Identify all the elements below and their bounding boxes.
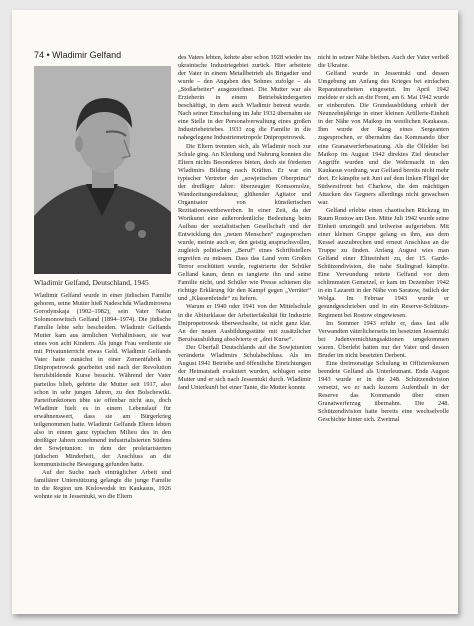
text-column-3 — [318, 54, 449, 424]
page-header: 74 • Wladimir Gelfand — [34, 50, 122, 60]
paragraph: Der Überfall Deutschlands auf die Sowjetunion veränderte Wladimirs Schulabschluss. Als im August 1941 Betriebe und öffentliche Einrichtungen der Heimatstadt evakuiert wurden, schlugen seine Mutter und er sich nach Jessentuki durch. Wladimir fand Unterkunft bei einer Tante, die Mutter konnte — [178, 343, 311, 391]
photo-caption: Wladimir Gelfand, Deutschland, 1945 — [34, 278, 149, 287]
paragraph: nicht in seiner Nähe bleiben. Auch der Vater verließ die Ukraine. — [318, 54, 449, 70]
paragraph: Im Sommer 1943 erfuhr er, dass fast alle Verwandten väterlicherseits im besetzten Jessentuki bei Judenvernichtungsaktionen umgekommen waren. Überlebt hatten nur der Vater und dessen Bruder im nicht besetzten Derbent. — [318, 319, 449, 359]
paragraph: Gelfand erlebte einen chaotischen Rückzug im Raum Rostow am Don. Mitte Juli 1942 wurde seine Einheit umzingelt und teilweise aufgerieben. Mit einer kleinen Gruppe gelang es ihm, aus dem Kessel auszubrechen und erneut Anschluss an die Truppe zu finden. Anfang August wies man Gelfand einer Eliteeinheit zu, der 15. Garde-Schützendivision, die nahe Stalingrad kämpfte. Eine Verwundung rettete Gelfand vor dem schlimmsten Gemetzel, er kam im Dezember 1942 in ein Lazarett in der Nähe von Saratow, östlich der Wolga. Im Februar 1943 wurde er gesundgeschrieben und in ein Reserve-Schützen-Regiment bei Rostow eingewiesen. — [318, 206, 449, 319]
portrait-image — [34, 66, 171, 274]
text-column-1 — [34, 292, 171, 501]
paragraph: des Vaters lebten, kehrte aber schon 1928 wieder ins ukrainische Industriegebiet zurück. Hier arbeitete der Vater in einem Metallbetrieb als Brigadier und wurde – den Angaben des Sohnes zufolge – als „Stoßarbeiter“ ausgezeichnet. Die Mutter war als Erzieherin in einem Betriebskindergarten beschäftigt, in dem auch Wladimir betreut wurde. Nach seiner Einschulung im Jahr 1932 übernahm sie eine Stelle in der Personalverwaltung eines großen Industriebetriebes. 1933 zog die Familie in die nahegelegene Industriemetropole Dnipropetrowsk. — [178, 54, 311, 142]
paragraph: Wladimir Gelfand wurde in einer jüdischen Familie geboren, seine Mutter hieß Nadeschda Wladimirowna Gorodynskaja (1902–1982), sein Vater Natan Solomonowitsch Gelfand (1894–1974). Die jüdische Familie lebte sehr bescheiden. Wladimir Gelfands Mutter kam aus ärmlichen Verhältnissen, sie war eines von acht Kindern. Als junge Frau verdiente sie mit Privatunterricht etwas Geld. Wladimir Gelfands Vater hatte zunächst in einer Zementfabrik in Dnipropetrowsk gearbeitet und nach der Revolution berufsbildende Kurse besucht. Während der Vater parteilos blieb, gehörte die Mutter seit 1917, also schon in sehr jungen Jahren, zu den Bolschewiki. Parteifunktionen übte sie offenbar nicht aus, doch Wladimir hielt es in einem Lebenslauf für erwähnenswert, dass sie am Bürgerkrieg teilgenommen hatte. Wladimir Gelfands Eltern lebten also in einem ganz typischen Milieu des in den dreißiger Jahren zunehmend industrialisierten Südens der Sowjetunion: in dem der proletarisierten jüdischen Minderheit, der Anschluss an die kommunistische Bewegung gefunden hatte. — [34, 292, 171, 468]
paragraph: Warum er 1940 oder 1941 von der Mittelschule in die Abiturklasse der Arbeiterfakultät für Industrie Dnipropetrowsk überwechselte, ist nicht ganz klar. An der neuen Ausbildungsstätte mit zusätzlicher Berufsausbildung absolvierte er „drei Kurse“. — [178, 303, 311, 343]
book-page — [12, 10, 458, 614]
paragraph: Die Eltern trennten sich, als Wladimir noch zur Schule ging. An Kleidung und Nahrung konnten die Eltern nichts Besonderes bieten, doch sie förderten Wladimirs Bildung nach Kräften. Er war ein typischer Vertreter der „sowjetischen Oberprima“ der dreißiger Jahre: überzeugter Komsomolze, Wandzeitungsredakteur, glühender Agitator und Organisator von künstlerischen Rezitationswettbewerben. In einer Zeit, da der Wortkunst eine außerordentliche Bedeutung beim Aufbau der sozialistischen Gesellschaft und der Entwicklung des „neuen Menschen“ zugesprochen wurde, meinte auch er, den geistig anspruchsvollen, zugleich politischen „Beruf“ eines Schriftstellers ergreifen zu müssen. Dass das Land vom Großen Terror erschüttert wurde, registrierte der Schüler Gelfand kaum, denn es tangierte ihn und seine Familie nicht, und Schüler wie Presse schienen die richtige Erklärung für den Kampf gegen „Verräter“ und „Klassenfeinde“ zu liefern. — [178, 142, 311, 303]
paragraph: Eine dreimonatige Schulung in Offizierskursen beendete Gelfand als Unterleutnant. Ende August 1943 wurde er in die 248. Schützendivision versetzt, wo er nach kurzem Aufenthalt in der Reserve das Kommando über einen Granatwerferzug übernahm. Die 248. Schützendivision hatte bereits eine wechselvolle Geschichte hinter sich. Zweimal — [318, 359, 449, 424]
text-column-2 — [178, 54, 311, 392]
paragraph: Gelfand wurde in Jessentuki und dessen Umgebung am Anfang des Krieges bei einfachen Reparaturarbeiten eingesetzt. Im April 1942 meldete er sich an die Front, am 6. Mai 1942 wurde er einberufen. Die Grundausbildung erhielt der Neunzehnjährige in einer kleinen Artillerie-Einheit in der Nähe von Maikop im westlichen Kaukasus. Ihm wurde der Rang eines Sergeanten zugesprochen, er übernahm das Kommando über eine Granatwerferbesatzung. Als die Ölfelder bei Maikop im August 1942 direktes Ziel deutscher Angriffe wurden und die Wehrmacht in den Kaukasus vordrang, war Gelfand bereits nicht mehr dort. Er kämpfte seit Juni auf dem linken Flügel der Südwestfront bei Charkow, die den mächtigen Attacken des Gegners allerdings nicht gewachsen war. — [318, 70, 449, 206]
paragraph: Auf der Suche nach einträglicher Arbeit und familiärer Unterstützung gelangte die junge Familie in die Region um Kislowodsk im Kaukasus, 1926 wohnte sie in Jessentuki, wo die Eltern — [34, 469, 171, 501]
portrait-photo — [34, 66, 171, 274]
